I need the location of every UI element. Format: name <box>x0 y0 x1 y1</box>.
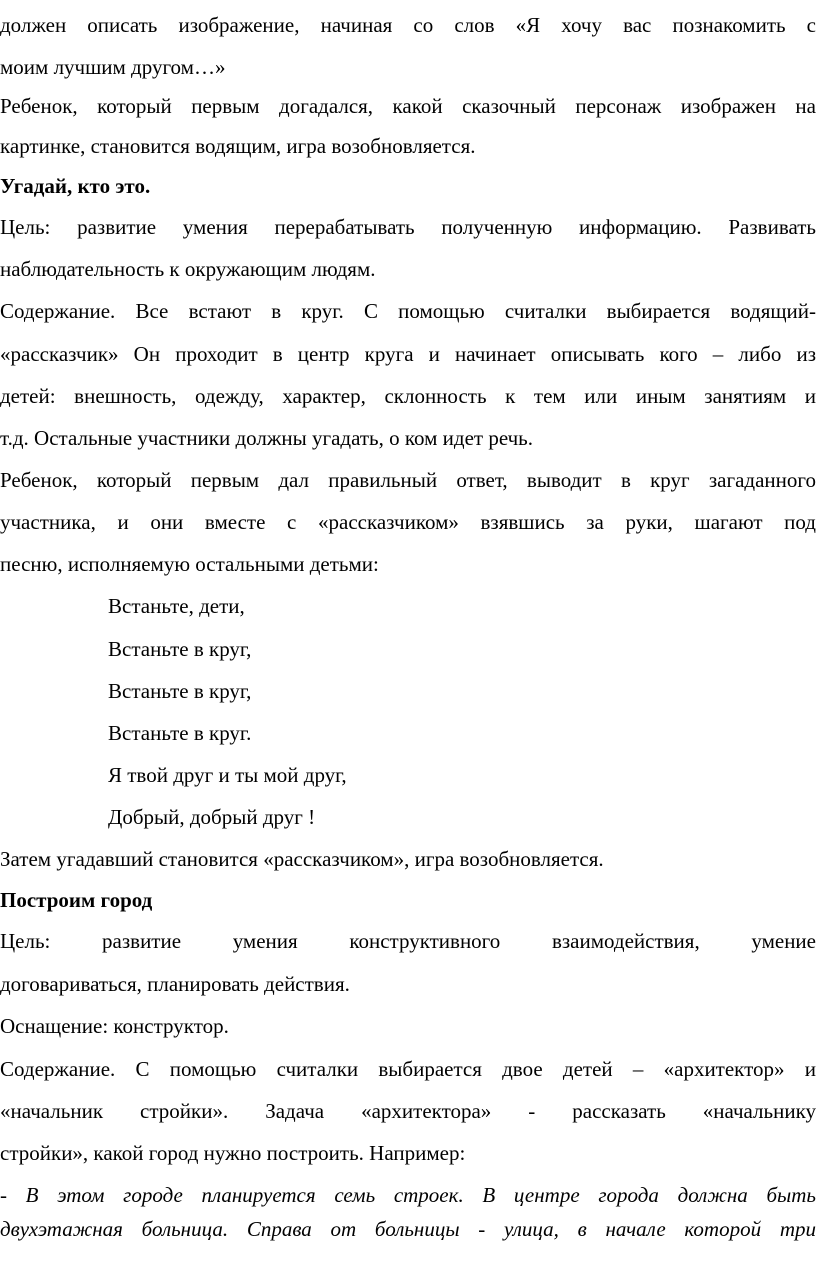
poem-line: Встаньте в круг. <box>108 721 252 745</box>
text-line: Цель: развитие умения перерабатывать полученную информацию. Развивать <box>0 215 816 239</box>
text-line: т.д. Остальные участники должны угадать, о ком идет речь. <box>0 426 534 450</box>
poem-line: Встаньте в круг, <box>108 679 252 703</box>
text-line: Оснащение: конструктор. <box>0 1014 229 1038</box>
text-line: участника, и они вместе с «рассказчиком» взявшись за руки, шагают под <box>0 510 816 534</box>
section-heading: Построим город <box>0 888 153 912</box>
text-line: моим лучшим другом…» <box>0 55 226 79</box>
text-line: - В этом городе планируется семь строек. В центре города должна быть <box>0 1183 816 1207</box>
text-line: Ребенок, который первым догадался, какой сказочный персонаж изображен на <box>0 94 816 118</box>
poem-line: Встаньте, дети, <box>108 594 245 618</box>
text-line: Ребенок, который первым дал правильный ответ, выводит в круг загаданного <box>0 468 816 492</box>
text-line: стройки», какой город нужно построить. Например: <box>0 1141 466 1165</box>
poem-line: Добрый, добрый друг ! <box>108 805 316 829</box>
text-line: двухэтажная больница. Справа от больницы - улица, в начале которой три <box>0 1217 816 1241</box>
text-line: детей: внешность, одежду, характер, склонность к тем или иным занятиям и <box>0 384 816 408</box>
text-line: Затем угадавший становится «рассказчиком», игра возобновляется. <box>0 847 604 871</box>
poem-line: Я твой друг и ты мой друг, <box>108 763 347 787</box>
text-line: наблюдательность к окружающим людям. <box>0 257 376 281</box>
text-line: должен описать изображение, начиная со слов «Я хочу вас познакомить с <box>0 13 816 37</box>
poem-line: Встаньте в круг, <box>108 637 252 661</box>
text-line: картинке, становится водящим, игра возобновляется. <box>0 134 476 158</box>
section-heading: Угадай, кто это. <box>0 174 151 198</box>
text-line: Содержание. С помощью считалки выбирается двое детей – «архитектор» и <box>0 1057 816 1081</box>
text-line: «начальник стройки». Задача «архитектора» - рассказать «начальнику <box>0 1099 816 1123</box>
text-line: песню, исполняемую остальными детьми: <box>0 552 379 576</box>
text-line: договариваться, планировать действия. <box>0 972 350 996</box>
text-line: «рассказчик» Он проходит в центр круга и начинает описывать кого – либо из <box>0 342 816 366</box>
text-line: Содержание. Все встают в круг. С помощью считалки выбирается водящий- <box>0 299 816 323</box>
text-line: Цель: развитие умения конструктивного взаимодействия, умение <box>0 929 816 953</box>
